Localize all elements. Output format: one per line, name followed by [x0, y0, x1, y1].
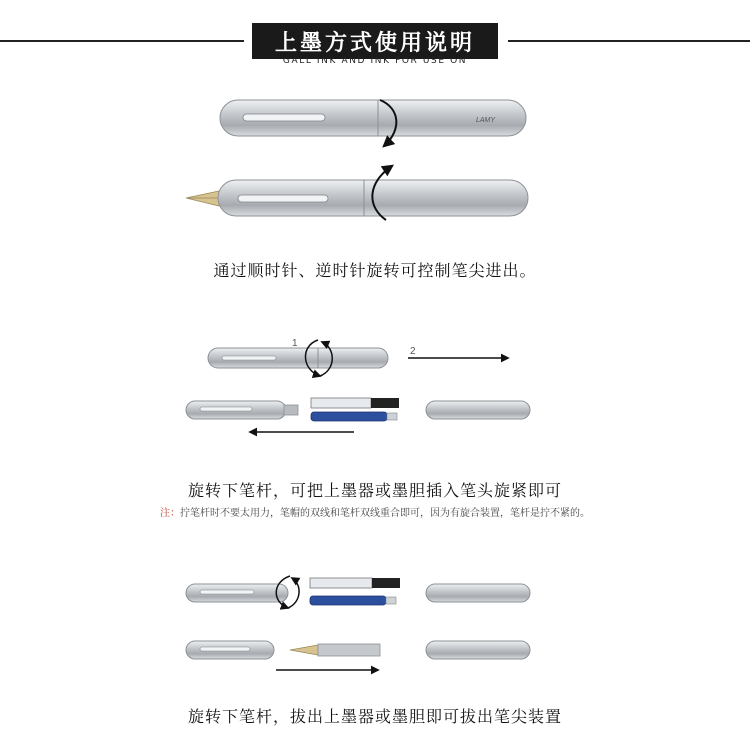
note-label: 注：	[160, 508, 180, 519]
ink-cartridge	[311, 412, 397, 421]
step-1-label: 1	[292, 338, 298, 349]
pen-cap	[426, 641, 530, 659]
pen-barrel	[186, 641, 274, 659]
section2-caption: 旋转下笔杆，可把上墨器或墨胆插入笔头旋紧即可	[187, 481, 562, 500]
section2-note	[0, 504, 750, 519]
page-title: 上墨方式使用说明	[252, 23, 498, 59]
pen-barrel	[186, 584, 288, 602]
pen-cap	[426, 401, 530, 419]
section3-caption: 旋转下笔杆，拔出上墨器或墨胆即可拔出笔尖装置	[187, 707, 562, 726]
ink-converter	[311, 398, 399, 408]
pen-nib-out	[186, 180, 528, 216]
pen-closed	[220, 100, 526, 136]
pen-barrel	[186, 401, 298, 419]
pen-cap	[426, 584, 530, 602]
nib-unit	[290, 644, 380, 656]
brand-mark: LAMY	[476, 117, 496, 124]
ink-cartridge	[310, 596, 396, 605]
note-text: 拧笔杆时不要太用力，笔帽的双线和笔杆双线重合即可，因为有旋合装置，笔杆是拧不紧的。	[180, 508, 590, 519]
pen-closed-small	[208, 348, 388, 368]
ink-converter	[310, 578, 400, 588]
step-2-label: 2	[410, 346, 416, 357]
section1-caption: 通过顺时针、逆时针旋转可控制笔尖进出。	[213, 261, 537, 280]
page-subtitle: GALL INK AND INK FOR USE ON	[282, 56, 468, 66]
rotate-arrow-icon	[288, 578, 299, 608]
